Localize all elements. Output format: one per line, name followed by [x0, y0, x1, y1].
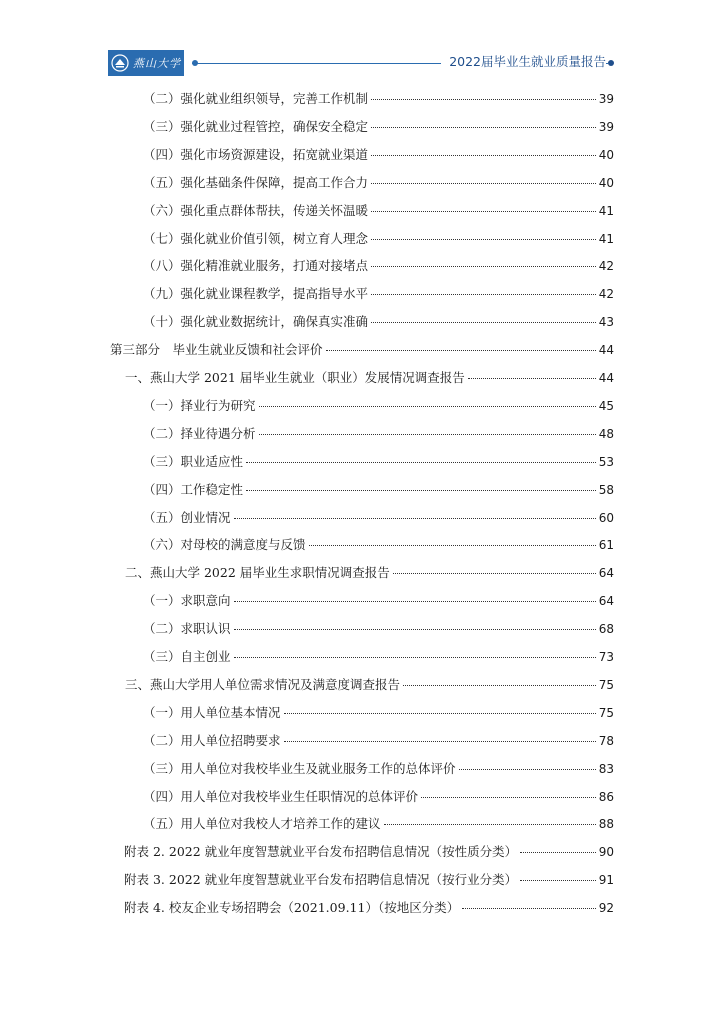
toc-dot-leader	[371, 322, 596, 323]
toc-page-number: 43	[598, 315, 614, 330]
toc-page-number: 39	[598, 119, 614, 134]
toc-dot-leader	[462, 908, 596, 909]
toc-entry[interactable]	[124, 900, 614, 916]
toc-entry-title: （十）强化就业数据统计，确保真实准确	[143, 314, 369, 330]
toc-dot-leader	[234, 601, 596, 602]
toc-entry[interactable]	[110, 342, 614, 358]
toc-page-number: 86	[598, 789, 614, 804]
toc-page-number: 75	[598, 677, 614, 692]
toc-entry[interactable]	[143, 761, 614, 777]
toc-entry-title: （五）创业情况	[143, 509, 231, 525]
toc-page-number: 83	[598, 761, 614, 776]
toc-entry-title: 附表 3. 2022 就业年度智慧就业平台发布招聘信息情况（按行业分类）	[124, 872, 518, 888]
toc-entry[interactable]	[143, 510, 614, 526]
toc-dot-leader	[371, 239, 596, 240]
toc-dot-leader	[284, 741, 596, 742]
toc-page-number: 40	[598, 147, 614, 162]
toc-entry-title: （七）强化就业价值引领，树立育人理念	[143, 230, 369, 246]
toc-entry-title: （三）用人单位对我校毕业生及就业服务工作的总体评价	[143, 760, 456, 776]
toc-entry[interactable]	[143, 482, 614, 498]
toc-page-number: 42	[598, 259, 614, 274]
toc-page-number: 68	[598, 622, 614, 637]
toc-dot-leader	[520, 852, 596, 853]
toc-page-number: 41	[598, 203, 614, 218]
toc-dot-leader	[459, 769, 596, 770]
toc-entry[interactable]	[143, 426, 614, 442]
report-title: 2022届毕业生就业质量报告	[441, 52, 606, 72]
header-dot-right	[608, 60, 614, 66]
toc-entry[interactable]	[143, 649, 614, 665]
toc-page-number: 64	[598, 594, 614, 609]
toc-entry[interactable]	[125, 370, 614, 386]
toc-entry-title: （五）强化基础条件保障，提高工作合力	[143, 174, 369, 190]
toc-dot-leader	[520, 880, 596, 881]
toc-dot-leader	[234, 629, 596, 630]
toc-entry-title: 第三部分 毕业生就业反馈和社会评价	[110, 342, 323, 358]
toc-entry-title: （六）对母校的满意度与反馈	[143, 537, 306, 553]
toc-dot-leader	[371, 99, 596, 100]
toc-dot-leader	[371, 183, 596, 184]
toc-entry[interactable]	[143, 175, 614, 191]
toc-entry-title: （三）职业适应性	[143, 453, 244, 469]
toc-entry[interactable]	[143, 593, 614, 609]
toc-entry[interactable]	[143, 147, 614, 163]
toc-page-number: 92	[598, 901, 614, 916]
toc-dot-leader	[234, 518, 596, 519]
toc-entry[interactable]	[124, 844, 614, 860]
toc-page-number: 58	[598, 482, 614, 497]
toc-entry-title: （三）强化就业过程管控，确保安全稳定	[143, 118, 369, 134]
toc-entry-title: （四）工作稳定性	[143, 481, 244, 497]
toc-dot-leader	[384, 824, 596, 825]
toc-entry[interactable]	[143, 286, 614, 302]
toc-entry[interactable]	[143, 733, 614, 749]
toc-dot-leader	[246, 462, 596, 463]
header-dot-left	[192, 60, 198, 66]
toc-dot-leader	[259, 406, 596, 407]
toc-entry-title: （一）择业行为研究	[143, 397, 256, 413]
toc-entry[interactable]	[125, 565, 614, 581]
toc-entry[interactable]	[143, 231, 614, 247]
toc-entry-title: 一、燕山大学 2021 届毕业生就业（职业）发展情况调查报告	[125, 370, 465, 385]
toc-entry-title: （二）求职认识	[143, 621, 231, 637]
toc-page-number: 64	[598, 566, 614, 581]
toc-dot-leader	[234, 657, 596, 658]
toc-page-number: 75	[598, 705, 614, 720]
toc-entry-title: （八）强化精准就业服务，打通对接堵点	[143, 258, 369, 274]
toc-page-number: 41	[598, 231, 614, 246]
toc-page-number: 91	[598, 873, 614, 888]
toc-page-number: 44	[598, 343, 614, 358]
toc-entry[interactable]	[143, 398, 614, 414]
logo-text: 燕山大学	[133, 57, 181, 70]
toc-page-number: 40	[598, 175, 614, 190]
toc-entry[interactable]	[143, 314, 614, 330]
toc-entry-title: 二、燕山大学 2022 届毕业生求职情况调查报告	[125, 565, 390, 581]
toc-entry-title: （三）自主创业	[143, 649, 231, 664]
page-header	[108, 50, 614, 76]
toc-dot-leader	[371, 211, 596, 212]
toc-entry[interactable]	[124, 872, 614, 888]
toc-entry-title: （一）用人单位基本情况	[143, 704, 281, 720]
toc-page-number: 39	[598, 92, 614, 106]
toc-entry-title: （九）强化就业课程教学，提高指导水平	[143, 286, 369, 302]
toc-page-number: 78	[598, 733, 614, 748]
toc-entry-title: （六）强化重点群体帮扶，传递关怀温暖	[143, 202, 369, 218]
toc-entry[interactable]	[143, 621, 614, 637]
toc-dot-leader	[371, 294, 596, 295]
toc-entry[interactable]	[143, 91, 614, 107]
toc-dot-leader	[309, 545, 596, 546]
toc-dot-leader	[246, 490, 596, 491]
university-logo	[108, 50, 184, 76]
toc-entry[interactable]	[143, 454, 614, 470]
toc-dot-leader	[326, 350, 596, 351]
toc-entry[interactable]	[143, 537, 614, 553]
toc-entry-title: （一）求职意向	[143, 593, 231, 609]
toc-entry[interactable]	[143, 203, 614, 219]
toc-entry[interactable]	[143, 119, 614, 135]
toc-dot-leader	[403, 685, 596, 686]
toc-entry-title: （二）强化就业组织领导，完善工作机制	[143, 91, 369, 106]
toc-entry[interactable]	[143, 258, 614, 274]
toc-page-number: 53	[598, 454, 614, 469]
toc-dot-leader	[468, 378, 596, 379]
toc-entry-title: （二）用人单位招聘要求	[143, 732, 281, 748]
toc-entry-title: 附表 2. 2022 就业年度智慧就业平台发布招聘信息情况（按性质分类）	[124, 844, 518, 860]
toc-entry-title: （五）用人单位对我校人才培养工作的建议	[143, 816, 381, 832]
toc-entry-title: （四）强化市场资源建设，拓宽就业渠道	[143, 146, 369, 162]
toc-page-number: 60	[598, 510, 614, 525]
toc-entry-title: （二）择业待遇分析	[143, 425, 256, 441]
toc-dot-leader	[371, 127, 596, 128]
toc-entry-title: 附表 4. 校友企业专场招聘会（2021.09.11）（按地区分类）	[124, 900, 460, 916]
toc-entry[interactable]	[143, 816, 614, 832]
toc-entry[interactable]	[143, 705, 614, 721]
toc-page-number: 90	[598, 845, 614, 860]
toc-entry-title: 三、燕山大学用人单位需求情况及满意度调查报告	[125, 676, 401, 692]
toc-entry[interactable]	[125, 677, 614, 693]
university-emblem-icon	[111, 54, 129, 72]
toc-page-number: 88	[598, 817, 614, 832]
toc-page-number: 73	[598, 650, 614, 664]
toc-entry[interactable]	[143, 789, 614, 805]
toc-page-number: 45	[598, 398, 614, 413]
toc-dot-leader	[284, 713, 596, 714]
toc-page-number: 42	[598, 287, 614, 302]
toc-page-number: 61	[598, 538, 614, 553]
toc-dot-leader	[371, 155, 596, 156]
toc-entry-title: （四）用人单位对我校毕业生任职情况的总体评价	[143, 788, 419, 804]
toc-page-number: 48	[598, 426, 614, 441]
toc-dot-leader	[393, 573, 596, 574]
toc-dot-leader	[421, 797, 596, 798]
toc-dot-leader	[371, 266, 596, 267]
toc-page-number: 44	[598, 371, 614, 385]
toc-dot-leader	[259, 434, 596, 435]
